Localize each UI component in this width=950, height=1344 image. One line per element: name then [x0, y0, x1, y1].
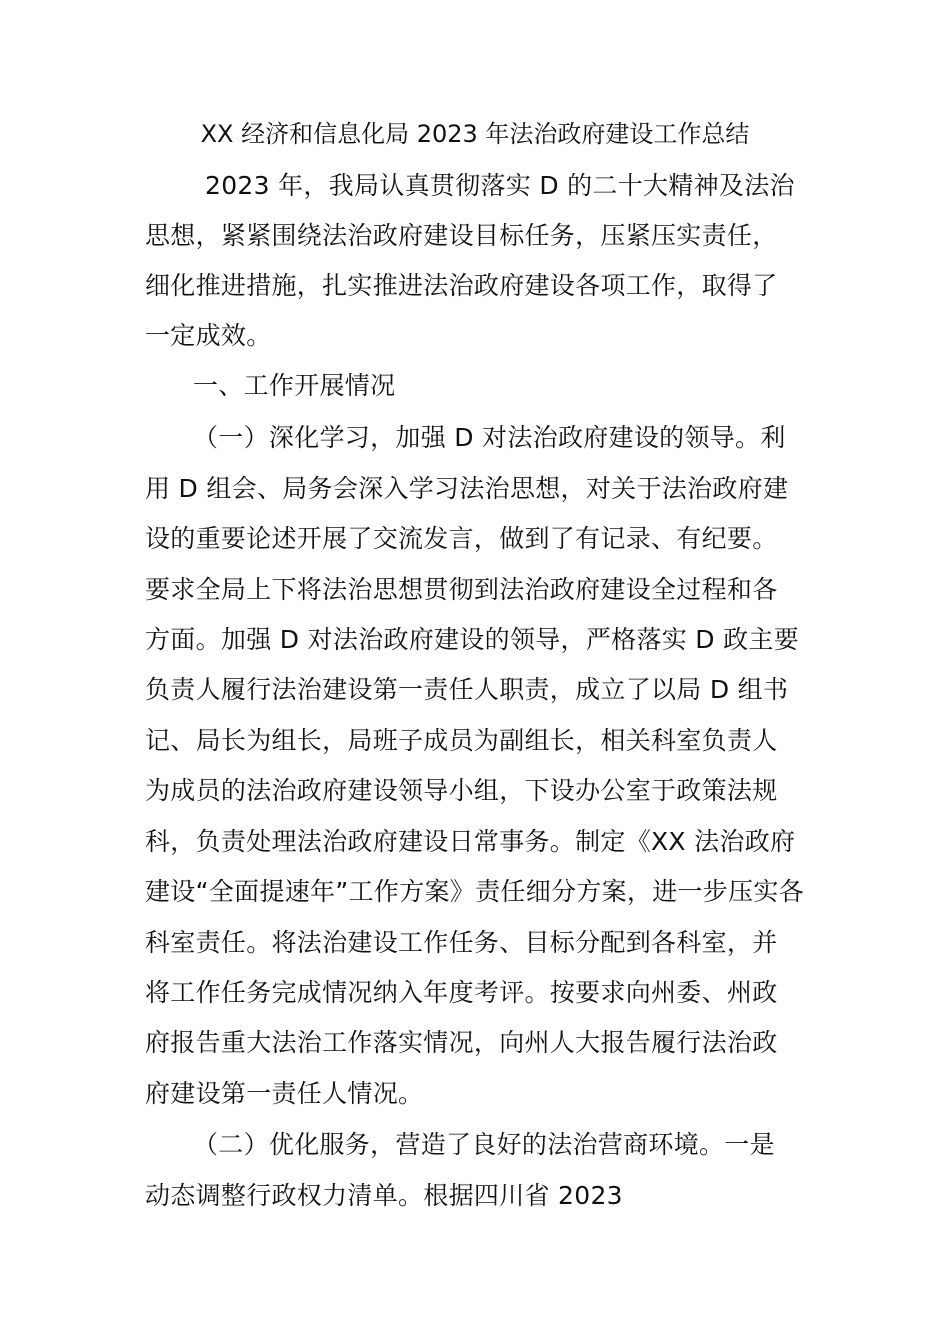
section-heading-1: 一、工作开展情况 — [193, 371, 396, 400]
text-line-13: 为成员的法治政府建设领导小组，下设办公室于政策法规 — [145, 776, 778, 805]
text-line-4: 一定成效。 — [145, 321, 272, 350]
text-line-9: 要求全局上下将法治思想贯彻到法治政府建设全过程和各 — [145, 575, 778, 604]
text-line-2: 思想，紧紧围绕法治政府建设目标任务，压紧压实责任， — [145, 221, 778, 250]
text-line-14: 科，负责处理法治政府建设日常事务。制定《XX 法治政府 — [145, 827, 796, 856]
text-line-19: 府建设第一责任人情况。 — [145, 1079, 424, 1108]
text-line-10: 方面。加强 D 对法治政府建设的领导，严格落实 D 政主要 — [145, 625, 799, 654]
text-line-17: 将工作任务完成情况纳入年度考评。按要求向州委、州政 — [145, 978, 778, 1007]
text-line-18: 府报告重大法治工作落实情况，向州人大报告履行法治政 — [145, 1028, 778, 1057]
text-line-15: 建设“全面提速年”工作方案》责任细分方案，进一步压实各 — [145, 877, 805, 906]
text-line-3: 细化推进措施，扎实推进法治政府建设各项工作，取得了 — [145, 271, 778, 300]
text-line-6: （一）深化学习，加强 D 对法治政府建设的领导。利 — [193, 423, 786, 452]
text-line-8: 设的重要论述开展了交流发言，做到了有记录、有纪要。 — [145, 524, 778, 553]
text-line-21: 动态调整行政权力清单。根据四川省 2023 — [145, 1181, 623, 1210]
text-line-7: 用 D 组会、局务会深入学习法治思想，对关于法治政府建 — [145, 474, 789, 503]
text-line-1: 2023 年，我局认真贯彻落实 D 的二十大精神及法治 — [205, 171, 795, 200]
document-title: XX 经济和信息化局 2023 年法治政府建设工作总结 — [200, 120, 750, 148]
text-line-11: 负责人履行法治建设第一责任人职责，成立了以局 D 组书 — [145, 675, 789, 704]
text-line-12: 记、局长为组长，局班子成员为副组长，相关科室负责人 — [145, 726, 778, 755]
text-line-16: 科室责任。将法治建设工作任务、目标分配到各科室，并 — [145, 928, 778, 957]
text-line-20: （二）优化服务，营造了良好的法治营商环境。一是 — [193, 1130, 775, 1159]
